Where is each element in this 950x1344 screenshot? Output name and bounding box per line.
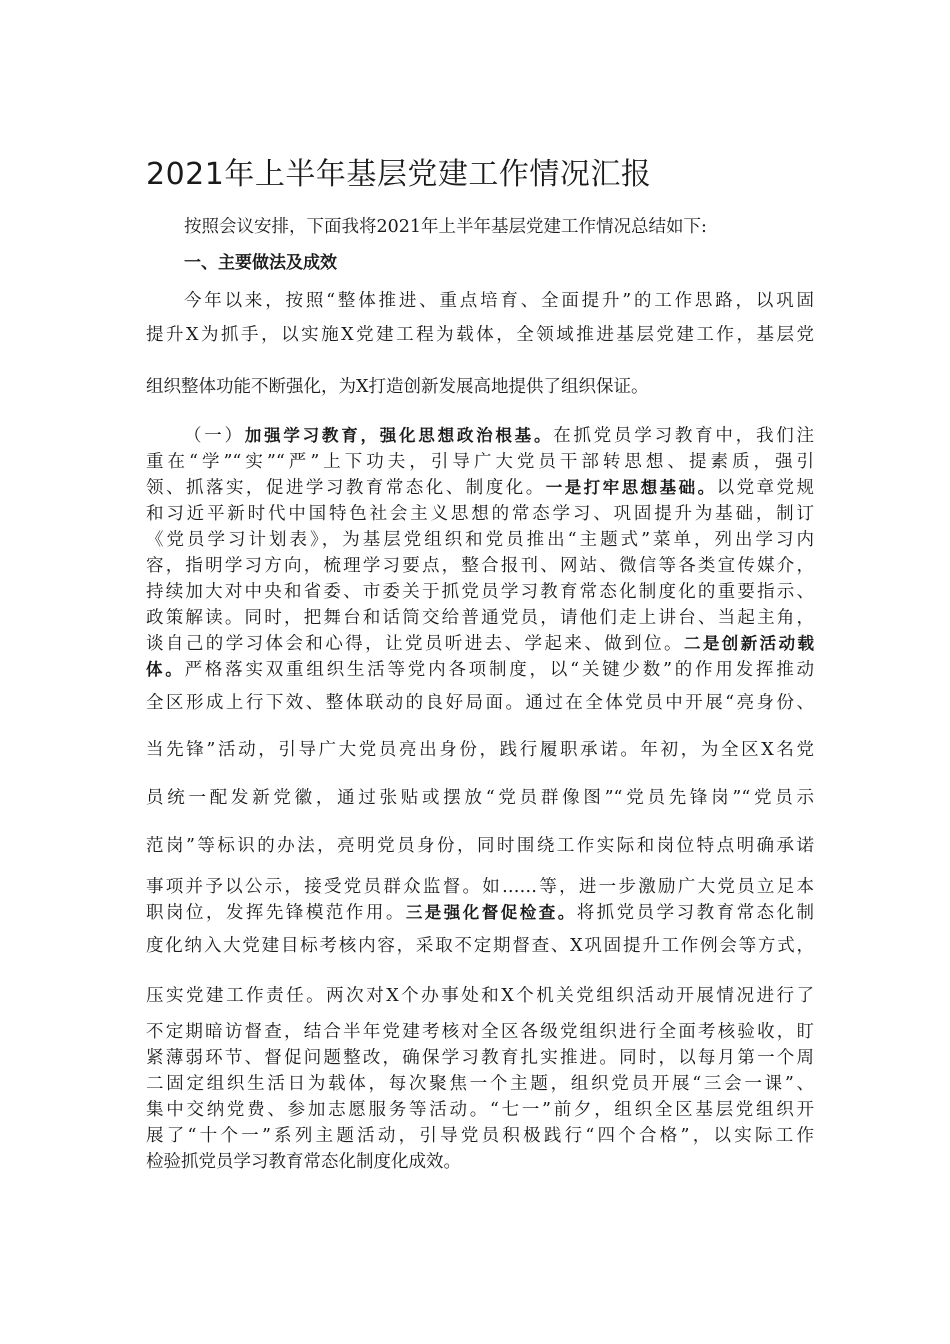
key-point: 一是打牢思想基础。: [545, 478, 717, 497]
paragraph-line: 不定期暗访督查，结合半年党建考核对全区各级党组织进行全面考核验收，盯: [146, 1022, 814, 1042]
paragraph-line: 重在“学”“实”“严”上下功夫，引导广大党员干部转思想、提素质，强引: [146, 452, 814, 472]
paragraph-line: 提升X为抓手，以实施X党建工程为载体，全领域推进基层党建工作，基层党: [146, 325, 814, 345]
paragraph-line: （一）加强学习教育，强化思想政治根基。在抓党员学习教育中，我们注: [184, 426, 815, 446]
key-point: 二是创新活动载: [683, 634, 814, 653]
paragraph-line: 二固定组织生活日为载体，每次聚焦一个主题，组织党员开展“三会一课”、: [146, 1074, 815, 1094]
section-heading: 一、主要做法及成效: [184, 253, 337, 273]
paragraph-line: 体。严格落实双重组织生活等党内各项制度，以“关键少数”的作用发挥推动: [146, 660, 814, 680]
paragraph-line: 政策解读。同时，把舞台和话筒交给普通党员，请他们走上讲台、当起主角，: [146, 608, 814, 628]
paragraph-line: 领、抓落实，促进学习教育常态化、制度化。一是打牢思想基础。以党章党规: [146, 478, 815, 498]
intro-paragraph: 按照会议安排，下面我将2021年上半年基层党建工作情况总结如下:: [184, 217, 707, 237]
paragraph-line: 容，指明学习方向，梳理学习要点，整合报刊、网站、微信等各类宣传媒介，: [146, 556, 814, 576]
subsection-number: （一）: [184, 426, 245, 446]
paragraph-line: 当先锋”活动，引导广大党员亮出身份，践行履职承诺。年初，为全区X名党: [146, 740, 814, 760]
document-title: 2021年上半年基层党建工作情况汇报: [146, 157, 652, 192]
paragraph-line: 集中交纳党费、参加志愿服务等活动。“七一”前夕，组织全区基层党组织开: [146, 1100, 814, 1120]
key-point: 体。: [146, 660, 185, 679]
paragraph-line: 压实党建工作责任。两次对X个办事处和X个机关党组织活动开展情况进行了: [146, 986, 814, 1006]
paragraph-line: 组织整体功能不断强化，为X打造创新发展高地提供了组织保证。: [146, 377, 649, 397]
paragraph-line: 员统一配发新党徽，通过张贴或摆放“党员群像图”“党员先锋岗”“党员示: [146, 788, 814, 808]
paragraph-line: 和习近平新时代中国特色社会主义思想的常态学习、巩固提升为基础，制订: [146, 504, 814, 524]
paragraph-line: 展了“十个一”系列主题活动，引导党员积极践行“四个合格”，以实际工作: [146, 1126, 814, 1146]
paragraph-line: 度化纳入大党建目标考核内容，采取不定期督查、X巩固提升工作例会等方式，: [146, 936, 814, 956]
key-point: 三是强化督促检查。: [405, 903, 577, 922]
paragraph-line: 检验抓党员学习教育常态化制度化成效。: [146, 1152, 461, 1172]
paragraph-line: 紧薄弱环节、督促问题整改，确保学习教育扎实推进。同时，以每月第一个周: [146, 1048, 814, 1068]
paragraph-line: 《党员学习计划表》，为基层党组织和党员推出“主题式”菜单，列出学习内: [146, 530, 814, 550]
paragraph-line: 事项并予以公示，接受党员群众监督。如……等，进一步激励广大党员立足本: [146, 877, 814, 897]
paragraph-line: 持续加大对中央和省委、市委关于抓党员学习教育常态化制度化的重要指示、: [146, 582, 814, 602]
paragraph-line: 范岗”等标识的办法，亮明党员身份，同时围绕工作实际和岗位特点明确承诺: [146, 836, 814, 856]
paragraph-line: 谈自己的学习体会和心得，让党员听进去、学起来、做到位。二是创新活动载: [146, 634, 814, 654]
paragraph-line: 全区形成上行下效、整体联动的良好局面。通过在全体党员中开展“亮身份、: [146, 693, 814, 713]
paragraph-line: 今年以来，按照“整体推进、重点培育、全面提升”的工作思路，以巩固: [184, 291, 814, 311]
paragraph-line: 职岗位，发挥先锋模范作用。三是强化督促检查。将抓党员学习教育常态化制: [146, 903, 815, 923]
subsection-heading: 加强学习教育，强化思想政治根基。: [244, 426, 554, 445]
